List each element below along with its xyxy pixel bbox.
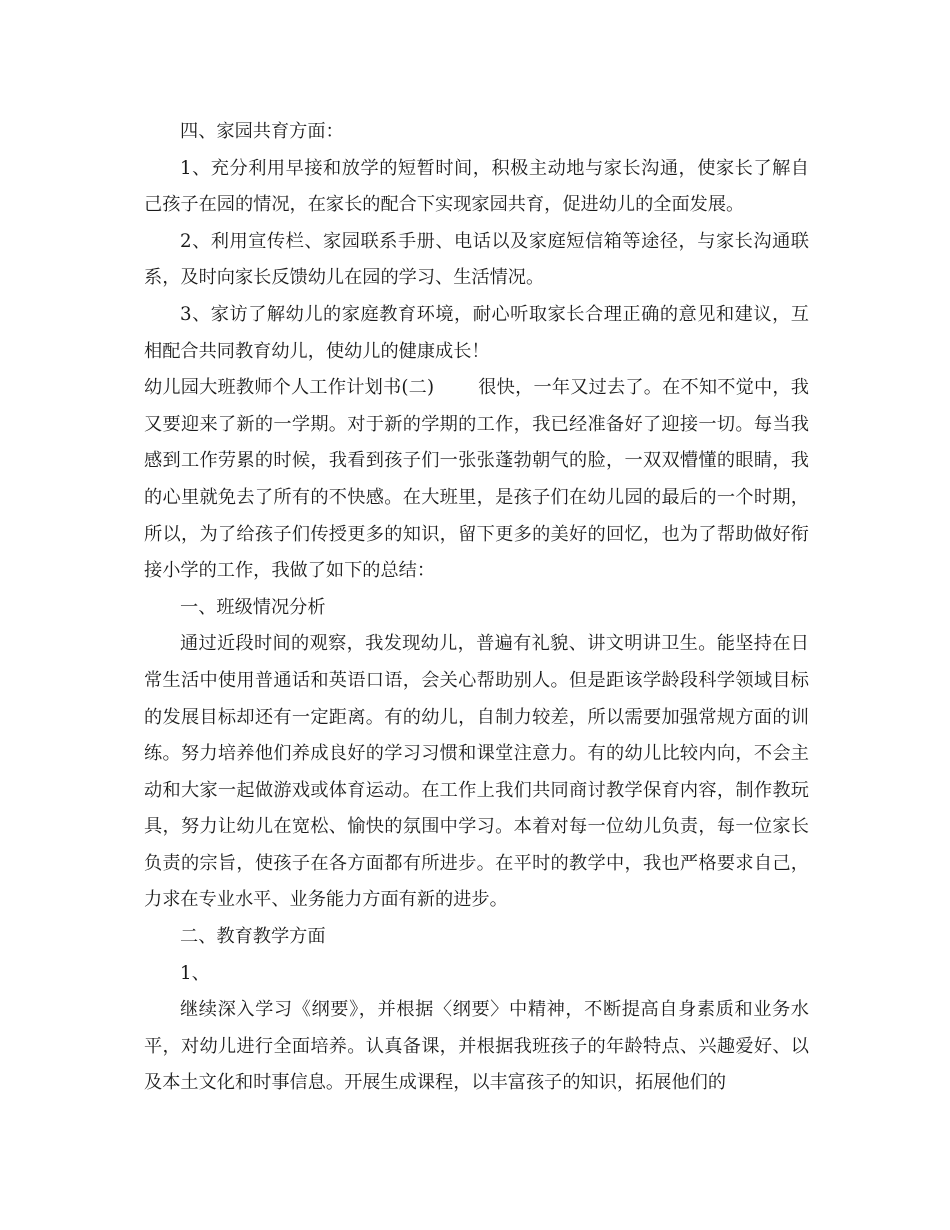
section-heading-home-school: 四、家园共育方面： <box>180 121 344 142</box>
paragraph-item-1: 1、充分利用早接和放学的短暂时间，积极主动地与家长沟通，使家长了解自己孩子在园的情况，在家长的配合下实现家园共育，促进幼儿的全面发展。 <box>144 157 809 216</box>
plan-intro-text: 很快，一年又过去了。在不知不觉中，我又要迎来了新的一学期。对于新的学期的工作，我已经准备好了迎接一切。每当我感到工作劳累的时候，我看到孩子们一张张蓬勃朝气的脸，一双双懵懂的眼睛，我的心里就免去了所有的不快感。在大班里，是孩子们在幼儿园的最后的一个时期，所以，为了给孩子们传授更多的知识，留下更多的美好的回忆，也为了帮助做好衔接小学的工作，我做了如下的总结： <box>144 377 809 582</box>
paragraph-class-analysis: 通过近段时间的观察，我发现幼儿，普遍有礼貌、讲文明讲卫生。能坚持在日常生活中使用普通话和英语口语，会关心帮助别人。但是距该学龄段科学领域目标的发展目标却还有一定距离。有的幼儿，自制力较差，所以需要加强常规方面的训练。努力培养他们养成良好的学习习惯和课堂注意力。有的幼儿比较内向，不会主动和大家一起做游戏或体育运动。在工作上我们共同商讨教学保育内容，制作教玩具，努力让幼儿在宽松、愉快的氛围中学习。本着对每一位幼儿负责，每一位家长负责的宗旨，使孩子在各方面都有所进步。在平时的教学中，我也严格要求自己，力求在专业水平、业务能力方面有新的进步。 <box>144 633 809 911</box>
section-heading-teaching: 二、教育教学方面 <box>180 926 326 948</box>
plan-title: 幼儿园大班教师个人工作计划书(二) <box>144 377 435 399</box>
section-heading-class-analysis: 一、班级情况分析 <box>180 596 326 618</box>
list-marker-1: 1、 <box>180 962 210 984</box>
paragraph-plan-intro <box>144 370 809 590</box>
paragraph-teaching-1: 继续深入学习《纲要》，并根据〈纲要〉中精神，不断提高自身素质和业务水平，对幼儿进行全面培养。认真备课，并根据我班孩子的年龄特点、兴趣爱好、以及本土文化和时事信息。开展生成课程，以丰富孩子的知识，拓展他们的 <box>144 999 809 1094</box>
document-body <box>144 114 809 1102</box>
paragraph-item-3: 3、家访了解幼儿的家庭教育环境，耐心听取家长合理正确的意见和建议，互相配合共同教育幼儿，使幼儿的健康成长！ <box>144 303 809 362</box>
paragraph-item-2: 2、利用宣传栏、家园联系手册、电话以及家庭短信箱等途径，与家长沟通联系，及时向家长反馈幼儿在园的学习、生活情况。 <box>144 230 809 289</box>
